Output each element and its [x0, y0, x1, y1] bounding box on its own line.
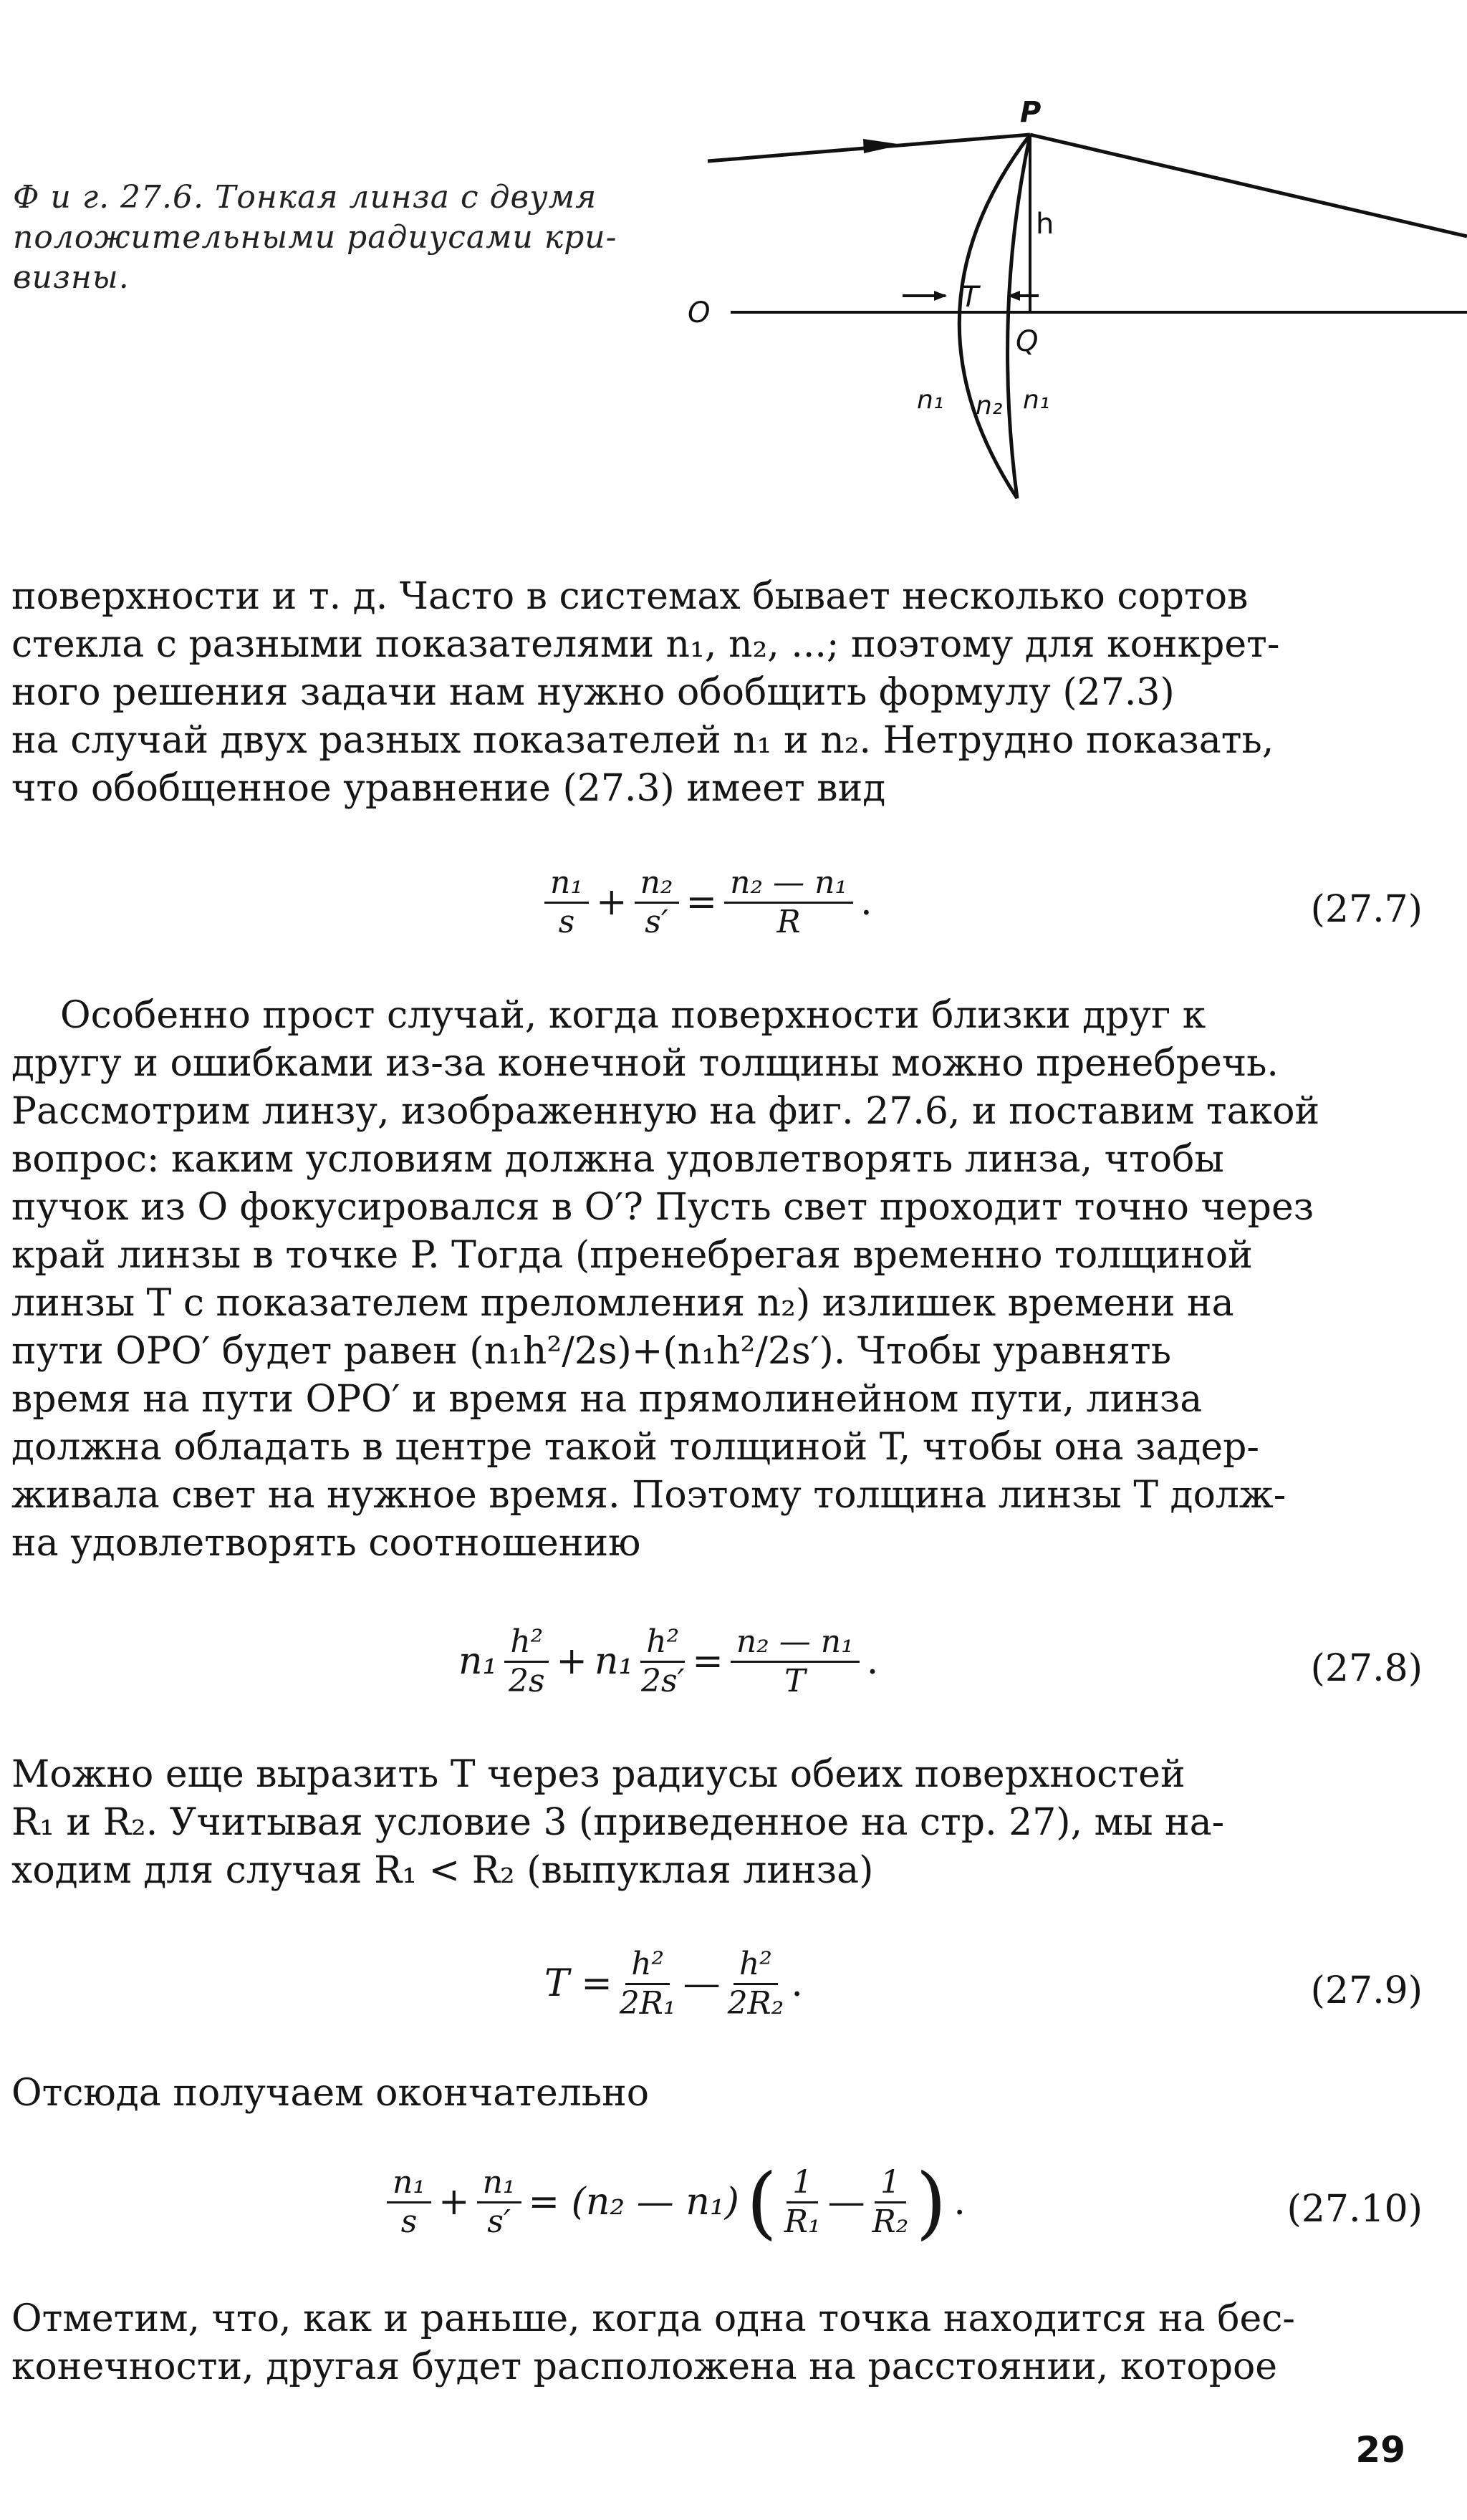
fraction: $\frac{\text{n₂}}{s'}$ [635, 864, 679, 941]
text-line: на случай двух разных показателей n₁ и n₂. Нетрудно показать, [11, 719, 1274, 762]
text-line: на удовлетворять соотношению [11, 1522, 641, 1565]
fraction: $\frac{\text{n₁}}{s'}$ [477, 2164, 521, 2241]
fraction: $\frac{\text{h²}}{2s}$ [504, 1623, 549, 1700]
equation-number: (27.8) [1310, 1647, 1423, 1690]
caption-line: положительными радиусами кри- [13, 219, 617, 256]
text-line: живала свет на нужное время. Поэтому толщина линзы T долж- [11, 1474, 1286, 1517]
fraction: $\frac{\text{h²}}{\text{2R₁}}$ [619, 1945, 676, 2022]
caption-line: визны. [13, 259, 130, 296]
equation-number: (27.9) [1310, 1969, 1423, 2012]
paragraph-1 [11, 573, 1415, 813]
text-line: Особенно прост случай, когда поверхности близки друг к [60, 994, 1206, 1037]
text-line: ного решения задачи нам нужно обобщить формулу (27.3) [11, 671, 1175, 714]
text-line: должна обладать в центре такой толщиной T, чтобы она задер- [11, 1426, 1259, 1469]
fraction: $\frac{\text{h²}}{\text{2R₂}}$ [727, 1945, 784, 2022]
label-Q: Q [1016, 325, 1039, 358]
fraction: $\frac{1}{\text{R₂}}$ [872, 2163, 909, 2240]
paragraph-3 [11, 1751, 1415, 1895]
text-line: стекла с разными показателями n₁, n₂, ...; поэтому для конкрет- [11, 623, 1280, 666]
paragraph-4 [11, 2070, 1415, 2118]
lens-right-surface [1008, 135, 1030, 498]
text-line: что обобщенное уравнение (27.3) имеет вид [11, 767, 886, 810]
fraction: $\frac{\text{h²}}{2s'}$ [640, 1623, 685, 1699]
equation-number: (27.10) [1286, 2188, 1423, 2231]
text-line: край линзы в точке P. Тогда (пренебрегая временно толщиной [11, 1234, 1253, 1277]
text-line: пути OPO′ будет равен (n₁h²/2s)+(n₁h²/2s′). Чтобы уравнять [11, 1330, 1172, 1373]
text-line: Можно еще выразить T через радиусы обеих поверхностей [11, 1753, 1185, 1796]
fraction: $\frac{\text{n₁}}{s}$ [387, 2164, 431, 2241]
equation-number: (27.7) [1310, 888, 1423, 931]
fraction: $\frac{1}{\text{R₁}}$ [784, 2163, 821, 2240]
equation-27-8: n₁ $\frac{\text{h²}}{2s}$ + n₁ $\frac{\text{h²}}{2s'}$ = $\frac{\text{n₂ — n₁}}{T}$ . (27.8) [458, 1623, 1423, 1699]
label-P: P [1020, 96, 1042, 129]
label-h: h [1036, 208, 1054, 241]
paragraph-5 [11, 2295, 1415, 2391]
paragraph-2 [11, 992, 1415, 1568]
fraction: $\frac{\text{n₁}}{s}$ [544, 864, 589, 941]
caption-line: Ф и г. 27.6. Тонкая линза с двумя [13, 179, 597, 216]
fraction: $\frac{\text{n₂ — n₁}}{R}$ [724, 864, 853, 941]
equation-27-7: $\frac{\text{n₁}}{s}$ + $\frac{\text{n₂}}{s'}$ = $\frac{\text{n₂ — n₁}}{R}$ . (27.7) [0, 852, 1467, 952]
text-line: Отсюда получаем окончательно [11, 2072, 650, 2115]
equation-27-9: T = $\frac{\text{h²}}{\text{2R₁}}$ — $\frac{\text{h²}}{\text{2R₂}}$ . (27.9) [544, 1945, 1423, 2022]
fraction: $\frac{\text{n₂ — n₁}}{T}$ [731, 1623, 860, 1700]
text-line: линзы T с показателем преломления n₂) излишек времени на [11, 1282, 1234, 1325]
text-line: время на пути OPO′ и время на прямолинейном пути, линза [11, 1378, 1203, 1421]
equation-27-10: $\frac{\text{n₁}}{s}$ + $\frac{\text{n₁}}{s'}$ = (n₂ — n₁) ( $\frac{1}{\text{R₁}}$ — $\frac{1}{\text{R₂}}$ ) . (27.10) [0, 2152, 1467, 2252]
text-line: другу и ошибками из-за конечной толщины можно пренебречь. [11, 1042, 1279, 1085]
text-line: конечности, другая будет расположена на расстоянии, которое [11, 2345, 1278, 2388]
outgoing-ray [1030, 135, 1467, 236]
text-line: Отметим, что, как и раньше, когда одна точка находится на бес- [11, 2297, 1295, 2340]
page-number: 29 [1355, 2429, 1405, 2471]
label-n1-left: n₁ [917, 385, 944, 415]
label-O: O [688, 296, 711, 329]
text-line: пучок из O фокусировался в O′? Пусть свет проходит точно через [11, 1186, 1314, 1229]
text-line: вопрос: каким условиям должна удовлетворять линза, чтобы [11, 1138, 1224, 1181]
text-line: поверхности и т. д. Часто в системах бывает несколько сортов [11, 575, 1249, 618]
label-n1-right: n₁ [1023, 385, 1050, 415]
figure-caption [13, 178, 672, 298]
label-T: T [961, 281, 979, 314]
text-line: Рассмотрим линзу, изображенную на фиг. 27.6, и поставим такой [11, 1090, 1320, 1133]
lens-diagram [680, 79, 1467, 508]
text-line: ходим для случая R₁ < R₂ (выпуклая линза) [11, 1849, 874, 1892]
label-n2: n₂ [976, 391, 1003, 420]
text-line: R₁ и R₂. Учитывая условие 3 (приведенное на стр. 27), мы на- [11, 1801, 1225, 1844]
